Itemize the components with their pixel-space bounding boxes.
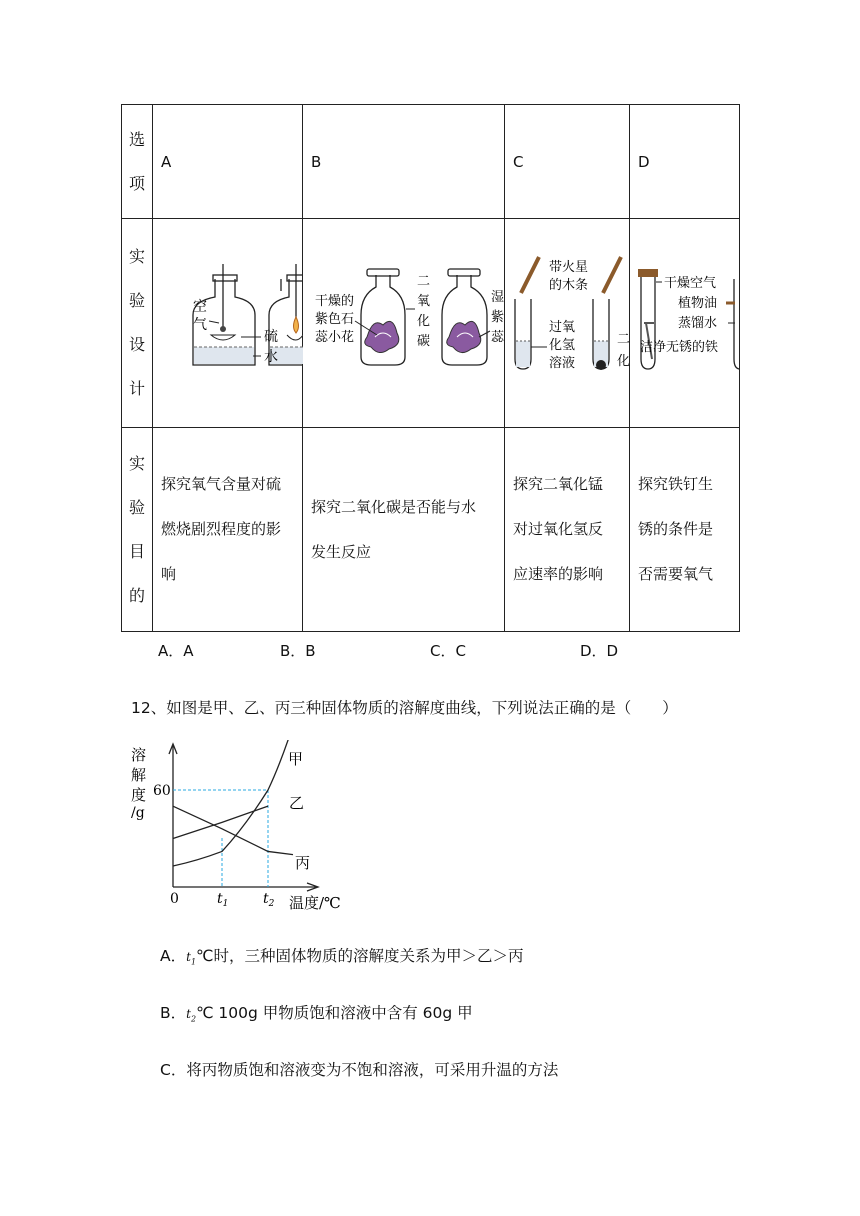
svg-text:化氢: 化氢 <box>549 338 576 353</box>
svg-text:蕊小花: 蕊小花 <box>315 330 355 345</box>
ylabel-1: 溶 <box>131 746 147 764</box>
air-label-1: 空 <box>193 299 207 315</box>
curve-yi <box>173 806 268 838</box>
option-c: C <box>505 105 630 219</box>
svg-text:紫: 紫 <box>491 310 505 325</box>
svg-text:带火星: 带火星 <box>549 260 589 275</box>
svg-text:干燥空气: 干燥空气 <box>664 276 717 291</box>
wet-flower-icon <box>447 321 481 352</box>
svg-text:蕊: 蕊 <box>491 330 505 345</box>
series-label-jia: 甲 <box>288 750 304 768</box>
purpose-b: 探究二氧化碳是否能与水 发生反应 <box>303 428 505 632</box>
ylabel-2: 解 <box>131 766 147 784</box>
svg-text:植物油: 植物油 <box>678 296 718 311</box>
design-c <box>505 219 630 428</box>
purpose-c: 探究二氧化锰 对过氧化氢反 应速率的影响 <box>505 428 630 632</box>
svg-text:紫色石: 紫色石 <box>315 312 355 327</box>
svg-text:碳: 碳 <box>417 334 431 349</box>
option-b: B <box>303 105 505 219</box>
h2o2-apparatus <box>505 219 630 423</box>
ylabel-3: 度 <box>131 786 147 804</box>
co2-flower-apparatus <box>303 219 505 423</box>
row-label-purpose: 实 验 目 的 <box>122 428 153 632</box>
svg-text:化: 化 <box>417 314 431 329</box>
xtick-t2: $t_2$ <box>263 891 275 909</box>
answer-c[interactable]: C．将丙物质饱和溶液变为不饱和溶液，可采用升温的方法 <box>160 1061 559 1079</box>
design-d <box>630 219 740 428</box>
design-b <box>303 219 505 428</box>
svg-text:蒸馏水: 蒸馏水 <box>678 316 718 331</box>
choice-c[interactable]: C．C <box>430 642 466 660</box>
experiment-table <box>121 104 740 632</box>
question-12: 12、如图是甲、乙、丙三种固体物质的溶解度曲线，下列说法正确的是（ ） <box>131 699 678 717</box>
option-a: A <box>153 105 303 219</box>
solubility-chart <box>125 740 355 915</box>
curve-bing <box>173 806 293 855</box>
iron-rust-apparatus <box>630 219 740 423</box>
curve-jia <box>173 740 293 866</box>
option-d: D <box>630 105 740 219</box>
water-label: 水 <box>264 349 278 365</box>
choice-a[interactable]: A．A <box>158 642 194 660</box>
design-a <box>153 219 303 428</box>
svg-text:湿: 湿 <box>491 290 505 305</box>
choice-b[interactable]: B．B <box>280 642 316 660</box>
xtick-t1: $t_1$ <box>217 891 229 909</box>
purpose-a: 探究氧气含量对硫 燃烧剧烈程度的影 响 <box>153 428 303 632</box>
ytick-60: 60 <box>153 783 171 799</box>
svg-text:干燥的: 干燥的 <box>315 294 355 309</box>
ylabel-4: /g <box>131 805 145 821</box>
choice-d[interactable]: D．D <box>580 642 619 660</box>
sulfur-burning-apparatus <box>153 219 303 423</box>
row-label-design: 实 验 设 计 <box>122 219 153 428</box>
dry-flower-icon <box>365 321 399 352</box>
xlabel: 温度/℃ <box>289 894 341 912</box>
answer-a[interactable]: A．$t_1℃$时，三种固体物质的溶解度关系为甲＞乙＞丙 <box>160 947 524 967</box>
svg-text:化: 化 <box>617 354 630 369</box>
row-label-option: 选 项 <box>122 105 153 219</box>
answer-b[interactable]: B．$t_2℃$ 100g 甲物质饱和溶液中含有 60g 甲 <box>160 1004 473 1024</box>
svg-text:过氧: 过氧 <box>549 320 576 335</box>
svg-text:二: 二 <box>417 274 431 289</box>
sulfur-label: 硫 <box>264 329 278 345</box>
series-label-bing: 丙 <box>295 854 311 872</box>
series-label-yi: 乙 <box>289 794 305 812</box>
svg-text:溶液: 溶液 <box>549 356 576 371</box>
origin-label: 0 <box>170 891 179 907</box>
air-label-2: 气 <box>193 317 207 333</box>
purpose-d: 探究铁钉生 锈的条件是 否需要氧气 <box>630 428 740 632</box>
svg-text:的木条: 的木条 <box>549 278 589 293</box>
svg-text:氧: 氧 <box>417 294 431 309</box>
svg-text:洁净无锈的铁: 洁净无锈的铁 <box>640 340 719 355</box>
svg-text:二: 二 <box>617 332 630 347</box>
